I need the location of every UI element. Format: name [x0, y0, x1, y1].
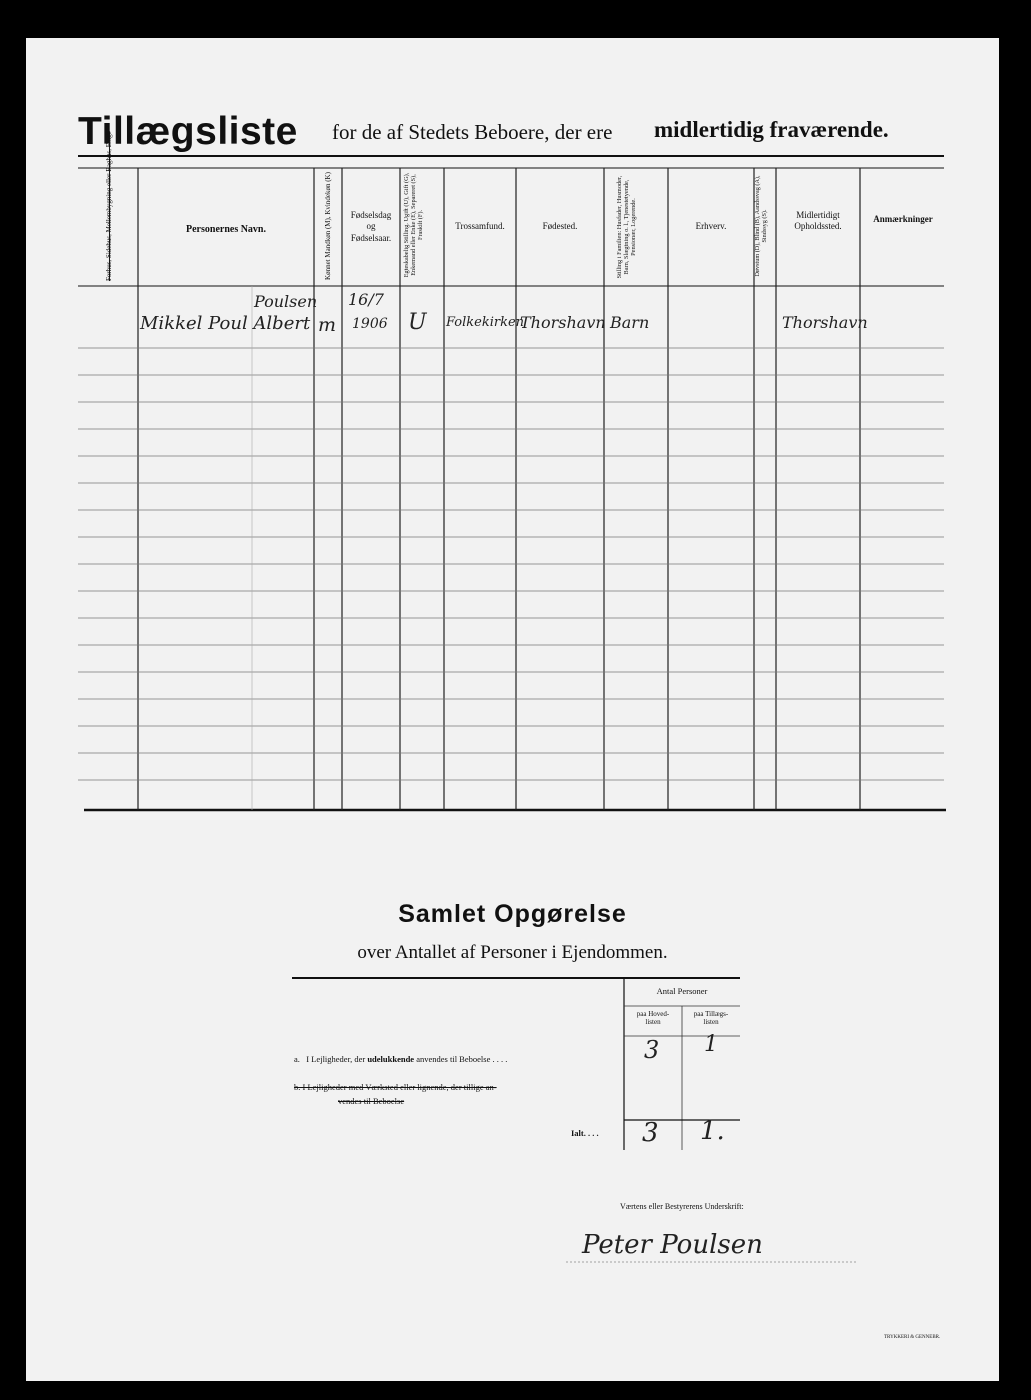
signature-name: Peter Poulsen	[582, 1230, 763, 1260]
summary-total-main: 3	[642, 1118, 659, 1148]
header-birth-date: Fødselsdag og Fødselsaar.	[350, 210, 392, 243]
header-person-name: Personernes Navn.	[186, 224, 266, 235]
summary-row-b-label: b. I Lejligheder med Værksted eller lignende, der tillige an-	[294, 1082, 497, 1092]
entry-religion: Folkekirken	[446, 315, 525, 330]
form-title: Tillægsliste	[78, 110, 298, 153]
register-table-grid	[26, 38, 999, 838]
header-remarks: Anmærkninger	[873, 214, 933, 224]
signature-line	[566, 1260, 866, 1264]
entry-marital: U	[408, 310, 427, 335]
header-location: Forhus, Sidehus, Mellembygning eller Baghus, Etage	[104, 131, 113, 282]
entry-name: Mikkel Poul Albert	[140, 313, 311, 334]
entry-birth-year: 1906	[352, 316, 388, 332]
summary-row-b-label-cont: vendes til Beboelse	[338, 1096, 405, 1106]
summary-title: Samlet Opgørelse	[398, 900, 627, 928]
census-form-page	[26, 38, 999, 1381]
entry-temporary-residence: Thorshavn	[782, 313, 868, 332]
header-marital-status: Egteskabelig Stilling. Ugift (U), Gift (G), Enkemand eller Enke (E), Separeret (S), Fraskilt (F).	[403, 172, 425, 278]
header-disabilities: Døvstum (D), Blind (B), Aandssvag (A), Sindssyg (S).	[754, 175, 769, 277]
entry-surname: Poulsen	[254, 292, 318, 311]
summary-row-a-main: 3	[644, 1036, 660, 1064]
header-sex: Kønnet Mandkøn (M), Kvindekøn (K)	[323, 172, 332, 280]
entry-family-position: Barn	[610, 313, 650, 332]
entry-birthplace: Thorshavn	[520, 313, 606, 332]
entry-sex: m	[318, 314, 337, 336]
printer-mark: TRYKKERI & GENNEBR.	[884, 1335, 941, 1340]
header-religion: Trossamfund.	[455, 221, 505, 231]
form-title-middle: for de af Stedets Beboere, der ere	[332, 120, 613, 144]
summary-count-header: Antal Personer	[656, 986, 708, 996]
summary-subtitle: over Antallet af Personer i Ejendommen.	[357, 942, 668, 963]
summary-col-supplement: paa Tillægs- listen	[693, 1010, 729, 1027]
form-title-bold: midlertidig fraværende.	[654, 117, 889, 142]
header-temporary-residence: Midlertidigt Opholdssted.	[794, 210, 842, 232]
summary-row-a-label: a. I Lejligheder, der udelukkende anvendes til Beboelse . . . .	[294, 1054, 508, 1064]
entry-birth-day: 16/7	[348, 290, 384, 309]
summary-row-a-supplement: 1	[704, 1032, 718, 1057]
header-occupation: Erhverv.	[695, 221, 727, 231]
summary-col-main: paa Hoved- listen	[636, 1010, 670, 1027]
header-birthplace: Fødested.	[542, 221, 578, 231]
summary-total-supplement: 1.	[700, 1116, 725, 1146]
summary-total-label: Ialt. . . .	[571, 1128, 599, 1138]
signature-label: Værtens eller Bestyrerens Underskrift:	[620, 1202, 744, 1211]
header-family-position: Stilling i Familien: Husfader, Husmoder, Barn, Slægtning o. l., Tjenestetyende, Pensionær, Logerende.	[616, 175, 638, 279]
summary-table-grid	[26, 968, 999, 1158]
